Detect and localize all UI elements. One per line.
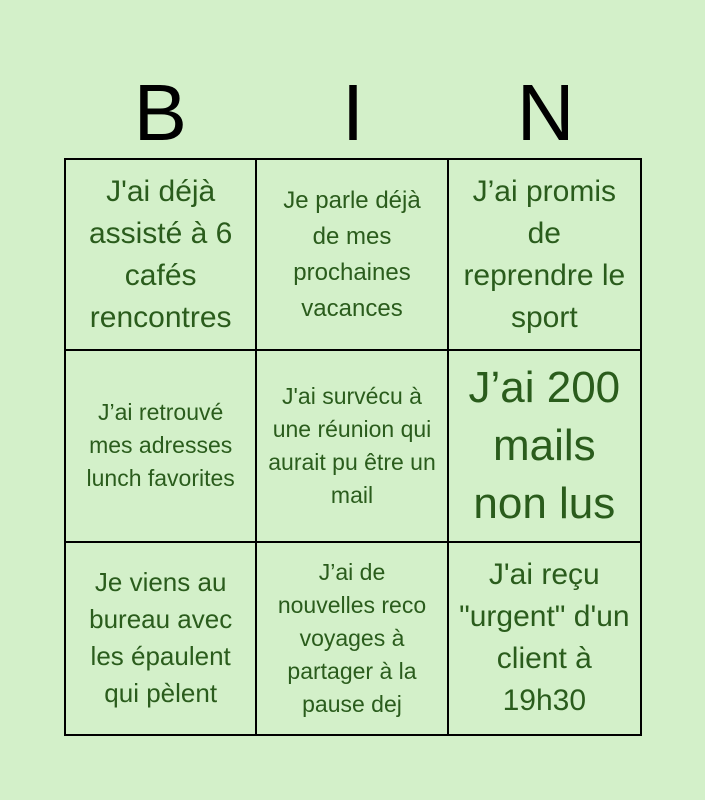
bingo-cell[interactable] xyxy=(449,543,640,734)
cell-text: J’ai de nouvelles reco voyages à partager à la pause dej xyxy=(277,558,427,717)
cell-text: J'ai déjà assisté à 6 cafés rencontres xyxy=(88,174,233,334)
cell-text: J’ai promis de reprendre le sport xyxy=(463,174,626,334)
bingo-cell[interactable] xyxy=(449,351,640,542)
cell-text: Je parle déjà de mes prochaines vacances xyxy=(283,186,421,322)
cell-text: J'ai survécu à une réunion qui aurait pu être un mail xyxy=(268,382,436,508)
cell-text: J'ai reçu "urgent" d'un client à 19h30 xyxy=(459,558,630,718)
bingo-cell[interactable] xyxy=(449,160,640,351)
bingo-grid xyxy=(64,158,642,736)
cell-text: J’ai 200 mails non lus xyxy=(468,362,621,528)
bingo-cell[interactable] xyxy=(257,543,448,734)
header-letter-i: I xyxy=(341,68,365,157)
header-letter-n: N xyxy=(516,68,575,157)
bingo-header xyxy=(64,70,642,156)
bingo-cell[interactable] xyxy=(66,160,257,351)
bingo-cell[interactable] xyxy=(257,351,448,542)
bingo-cell[interactable] xyxy=(257,160,448,351)
header-letter-b: B xyxy=(133,68,187,157)
bingo-cell[interactable] xyxy=(66,543,257,734)
cell-text: Je viens au bureau avec les épaulent qui pèlent xyxy=(89,567,233,709)
bingo-cell[interactable] xyxy=(66,351,257,542)
cell-text: J’ai retrouvé mes adresses lunch favorites xyxy=(86,399,235,492)
